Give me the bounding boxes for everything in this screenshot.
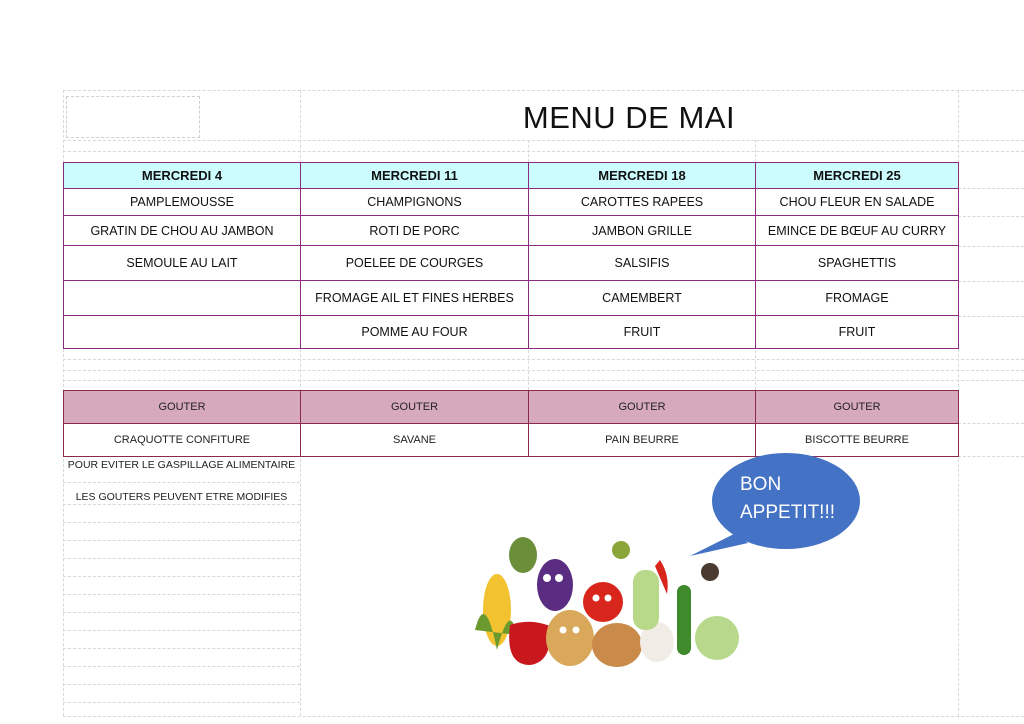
menu-row-side xyxy=(64,246,959,281)
menu-row-starter xyxy=(64,189,959,216)
menu-row-dessert xyxy=(64,316,959,349)
gouter-header: GOUTER xyxy=(756,391,959,424)
menu-cell: CAROTTES RAPEES xyxy=(529,189,756,216)
day-header: MERCREDI 4 xyxy=(64,163,301,189)
menu-cell: FRUIT xyxy=(529,316,756,349)
day-header: MERCREDI 18 xyxy=(529,163,756,189)
menu-row-cheese xyxy=(64,281,959,316)
menu-cell: POMME AU FOUR xyxy=(301,316,529,349)
gouter-cell: BISCOTTE BEURRE xyxy=(756,424,959,457)
menu-cell: JAMBON GRILLE xyxy=(529,216,756,246)
menu-cell: POELEE DE COURGES xyxy=(301,246,529,281)
menu-cell: FRUIT xyxy=(756,316,959,349)
menu-cell: FROMAGE AIL ET FINES HERBES xyxy=(301,281,529,316)
gouter-header: GOUTER xyxy=(64,391,301,424)
menu-cell xyxy=(64,316,301,349)
menu-row-main xyxy=(64,216,959,246)
logo-placeholder xyxy=(66,96,200,138)
menu-cell: PAMPLEMOUSSE xyxy=(64,189,301,216)
gouter-header: GOUTER xyxy=(529,391,756,424)
bubble-line: BON xyxy=(740,474,782,495)
gouter-table xyxy=(63,390,959,457)
speech-bubble-text xyxy=(740,471,835,527)
menu-cell: CAMEMBERT xyxy=(529,281,756,316)
menu-cell: CHOU FLEUR EN SALADE xyxy=(756,189,959,216)
menu-header-row xyxy=(64,163,959,189)
menu-cell: CHAMPIGNONS xyxy=(301,189,529,216)
page-title: MENU DE MAI xyxy=(522,100,736,135)
gouter-header: GOUTER xyxy=(301,391,529,424)
menu-cell: SPAGHETTIS xyxy=(756,246,959,281)
gouter-item-row xyxy=(64,424,959,457)
bubble-line: APPETIT!!! xyxy=(740,502,836,523)
menu-cell: GRATIN DE CHOU AU JAMBON xyxy=(64,216,301,246)
note-waste: POUR EVITER LE GASPILLAGE ALIMENTAIRE xyxy=(67,459,296,471)
menu-cell: FROMAGE xyxy=(756,281,959,316)
gouter-header-row xyxy=(64,391,959,424)
menu-cell xyxy=(64,281,301,316)
menu-cell: ROTI DE PORC xyxy=(301,216,529,246)
gouter-cell: SAVANE xyxy=(301,424,529,457)
menu-cell: SEMOULE AU LAIT xyxy=(64,246,301,281)
menu-table xyxy=(63,162,959,349)
menu-cell: EMINCE DE BŒUF AU CURRY xyxy=(756,216,959,246)
gouter-cell: PAIN BEURRE xyxy=(529,424,756,457)
gouter-cell: CRAQUOTTE CONFITURE xyxy=(64,424,301,457)
day-header: MERCREDI 11 xyxy=(301,163,529,189)
day-header: MERCREDI 25 xyxy=(756,163,959,189)
note-modified: LES GOUTERS PEUVENT ETRE MODIFIES xyxy=(75,491,288,503)
vegetables-illustration xyxy=(455,530,755,670)
menu-cell: SALSIFIS xyxy=(529,246,756,281)
